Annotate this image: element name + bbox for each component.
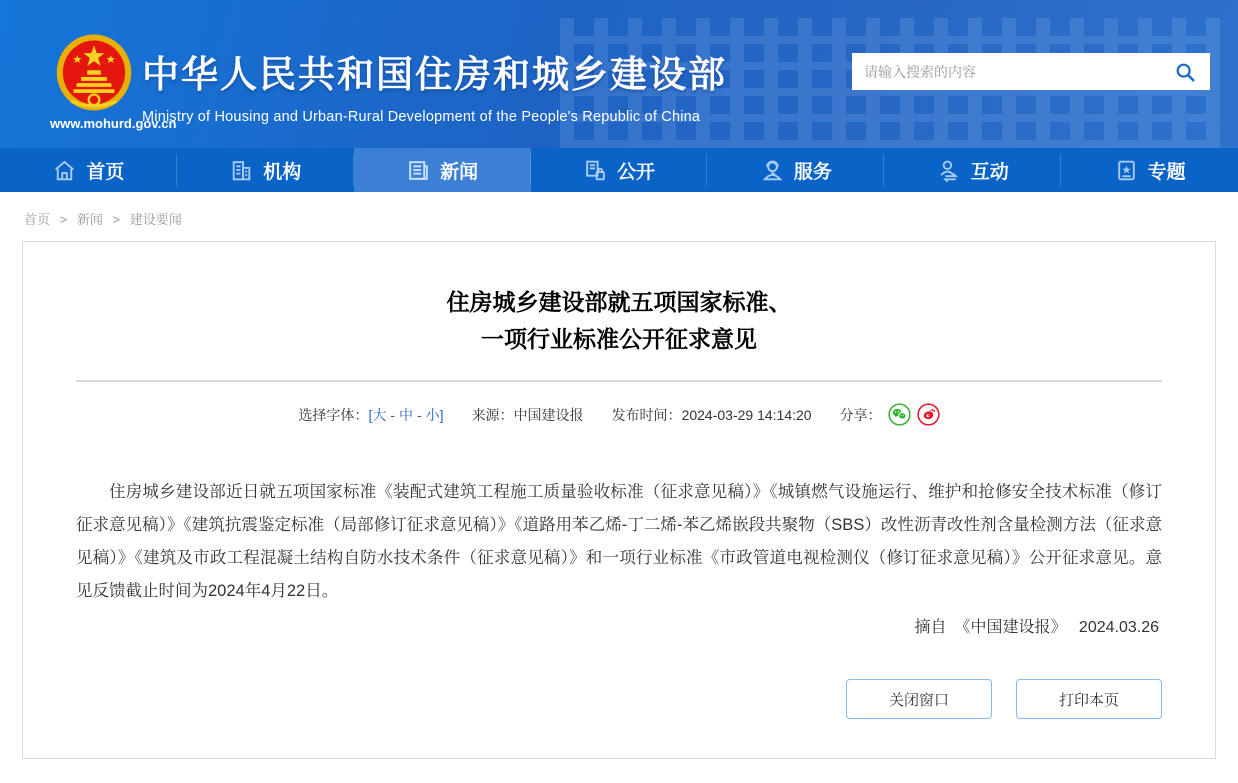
interaction-icon bbox=[937, 158, 962, 183]
topics-icon bbox=[1114, 158, 1139, 183]
nav-item-label: 服务 bbox=[793, 161, 832, 183]
font-size-selector bbox=[298, 405, 443, 425]
news-icon bbox=[406, 158, 431, 183]
nav-item-label: 首页 bbox=[86, 161, 125, 183]
site-title: 中华人民共和国住房和城乡建设部 bbox=[142, 54, 727, 95]
breadcrumb-current[interactable]: 建设要闻 bbox=[129, 212, 182, 227]
breadcrumb-news[interactable]: 新闻 bbox=[76, 212, 103, 227]
print-page-button[interactable]: 打印本页 bbox=[1016, 679, 1162, 719]
article-title bbox=[23, 284, 1215, 358]
publish-time: 2024-03-29 14:14:20 bbox=[681, 406, 812, 423]
breadcrumb bbox=[0, 192, 1238, 241]
font-size-dash: - bbox=[390, 406, 395, 423]
bracket-open: [ bbox=[368, 406, 373, 423]
wechat-share-icon[interactable] bbox=[888, 403, 911, 426]
main-nav bbox=[0, 148, 1238, 192]
breadcrumb-home[interactable]: 首页 bbox=[24, 212, 51, 227]
search-box bbox=[852, 53, 1210, 90]
search-icon bbox=[1174, 61, 1196, 83]
organization-icon bbox=[229, 158, 254, 183]
nav-item-disclosure[interactable] bbox=[531, 148, 708, 192]
site-url: www.mohurd.gov.cn bbox=[50, 116, 177, 131]
site-subtitle: Ministry of Housing and Urban-Rural Development of the People's Republic of China bbox=[142, 109, 701, 125]
nav-item-organization[interactable] bbox=[177, 148, 354, 192]
article-body: 住房城乡建设部近日就五项国家标准《装配式建筑工程施工质量验收标准（征求意见稿）》《城镇燃气设施运行、维护和抢修安全技术标准（修订征求意见稿）》《建筑抗震鉴定标准（局部修订征求意见稿）》《道路用苯乙烯-丁二烯-苯乙烯嵌段共聚物（SBS）改性沥青改性剂含量检测方法（征求意见稿）》《建筑及市政工程混凝土结构自防水技术条件（征求意见稿）》和一项行业标准《市政管道电视检测仪（修订征求意见稿）》公开征求意见。意见反馈截止时间为2024年4月22日。 bbox=[76, 483, 1162, 600]
title-divider bbox=[76, 380, 1162, 382]
home-icon bbox=[52, 158, 77, 183]
disclosure-icon bbox=[583, 158, 608, 183]
breadcrumb-separator: > bbox=[112, 212, 121, 227]
font-size-dash: - bbox=[417, 406, 422, 423]
article-attribution: 摘自 《中国建设报》 2024.03.26 bbox=[914, 619, 1159, 636]
site-header bbox=[0, 0, 1238, 148]
bracket-close: ] bbox=[439, 406, 444, 423]
breadcrumb-separator: > bbox=[59, 212, 68, 227]
publish-label: 发布时间： bbox=[611, 406, 682, 423]
article-title-line1: 住房城乡建设部就五项国家标准、 bbox=[446, 289, 792, 315]
close-window-button[interactable]: 关闭窗口 bbox=[846, 679, 992, 719]
font-size-large[interactable]: 大 bbox=[372, 406, 387, 423]
article-actions bbox=[23, 679, 1162, 719]
search-button[interactable] bbox=[1172, 59, 1198, 85]
site-logo[interactable] bbox=[50, 34, 177, 131]
source-value: 中国建设报 bbox=[513, 406, 584, 423]
site-title-block bbox=[142, 44, 727, 125]
nav-item-news[interactable] bbox=[354, 148, 531, 192]
share-label: 分享： bbox=[839, 406, 882, 423]
nav-item-label: 机构 bbox=[263, 161, 302, 183]
nav-item-home[interactable] bbox=[0, 148, 177, 192]
nav-item-label: 公开 bbox=[617, 161, 656, 183]
article-title-line2: 一项行业标准公开征求意见 bbox=[481, 326, 757, 352]
font-size-medium[interactable]: 中 bbox=[399, 406, 413, 423]
article-container bbox=[22, 241, 1216, 759]
nav-item-label: 互动 bbox=[970, 161, 1009, 183]
nav-item-interaction[interactable] bbox=[884, 148, 1061, 192]
nav-item-label: 专题 bbox=[1147, 161, 1186, 183]
font-size-label: 选择字体： bbox=[298, 406, 369, 423]
article-meta bbox=[23, 403, 1215, 426]
share-icons bbox=[888, 403, 940, 426]
service-icon bbox=[760, 158, 785, 183]
source-label: 来源： bbox=[471, 406, 514, 423]
weibo-share-icon[interactable] bbox=[917, 403, 940, 426]
nav-item-label: 新闻 bbox=[440, 161, 479, 183]
font-size-small[interactable]: 小 bbox=[425, 406, 440, 423]
national-emblem-icon bbox=[56, 34, 132, 114]
nav-item-service[interactable] bbox=[707, 148, 884, 192]
nav-item-topics[interactable] bbox=[1061, 148, 1238, 192]
search-input[interactable] bbox=[864, 64, 1172, 80]
